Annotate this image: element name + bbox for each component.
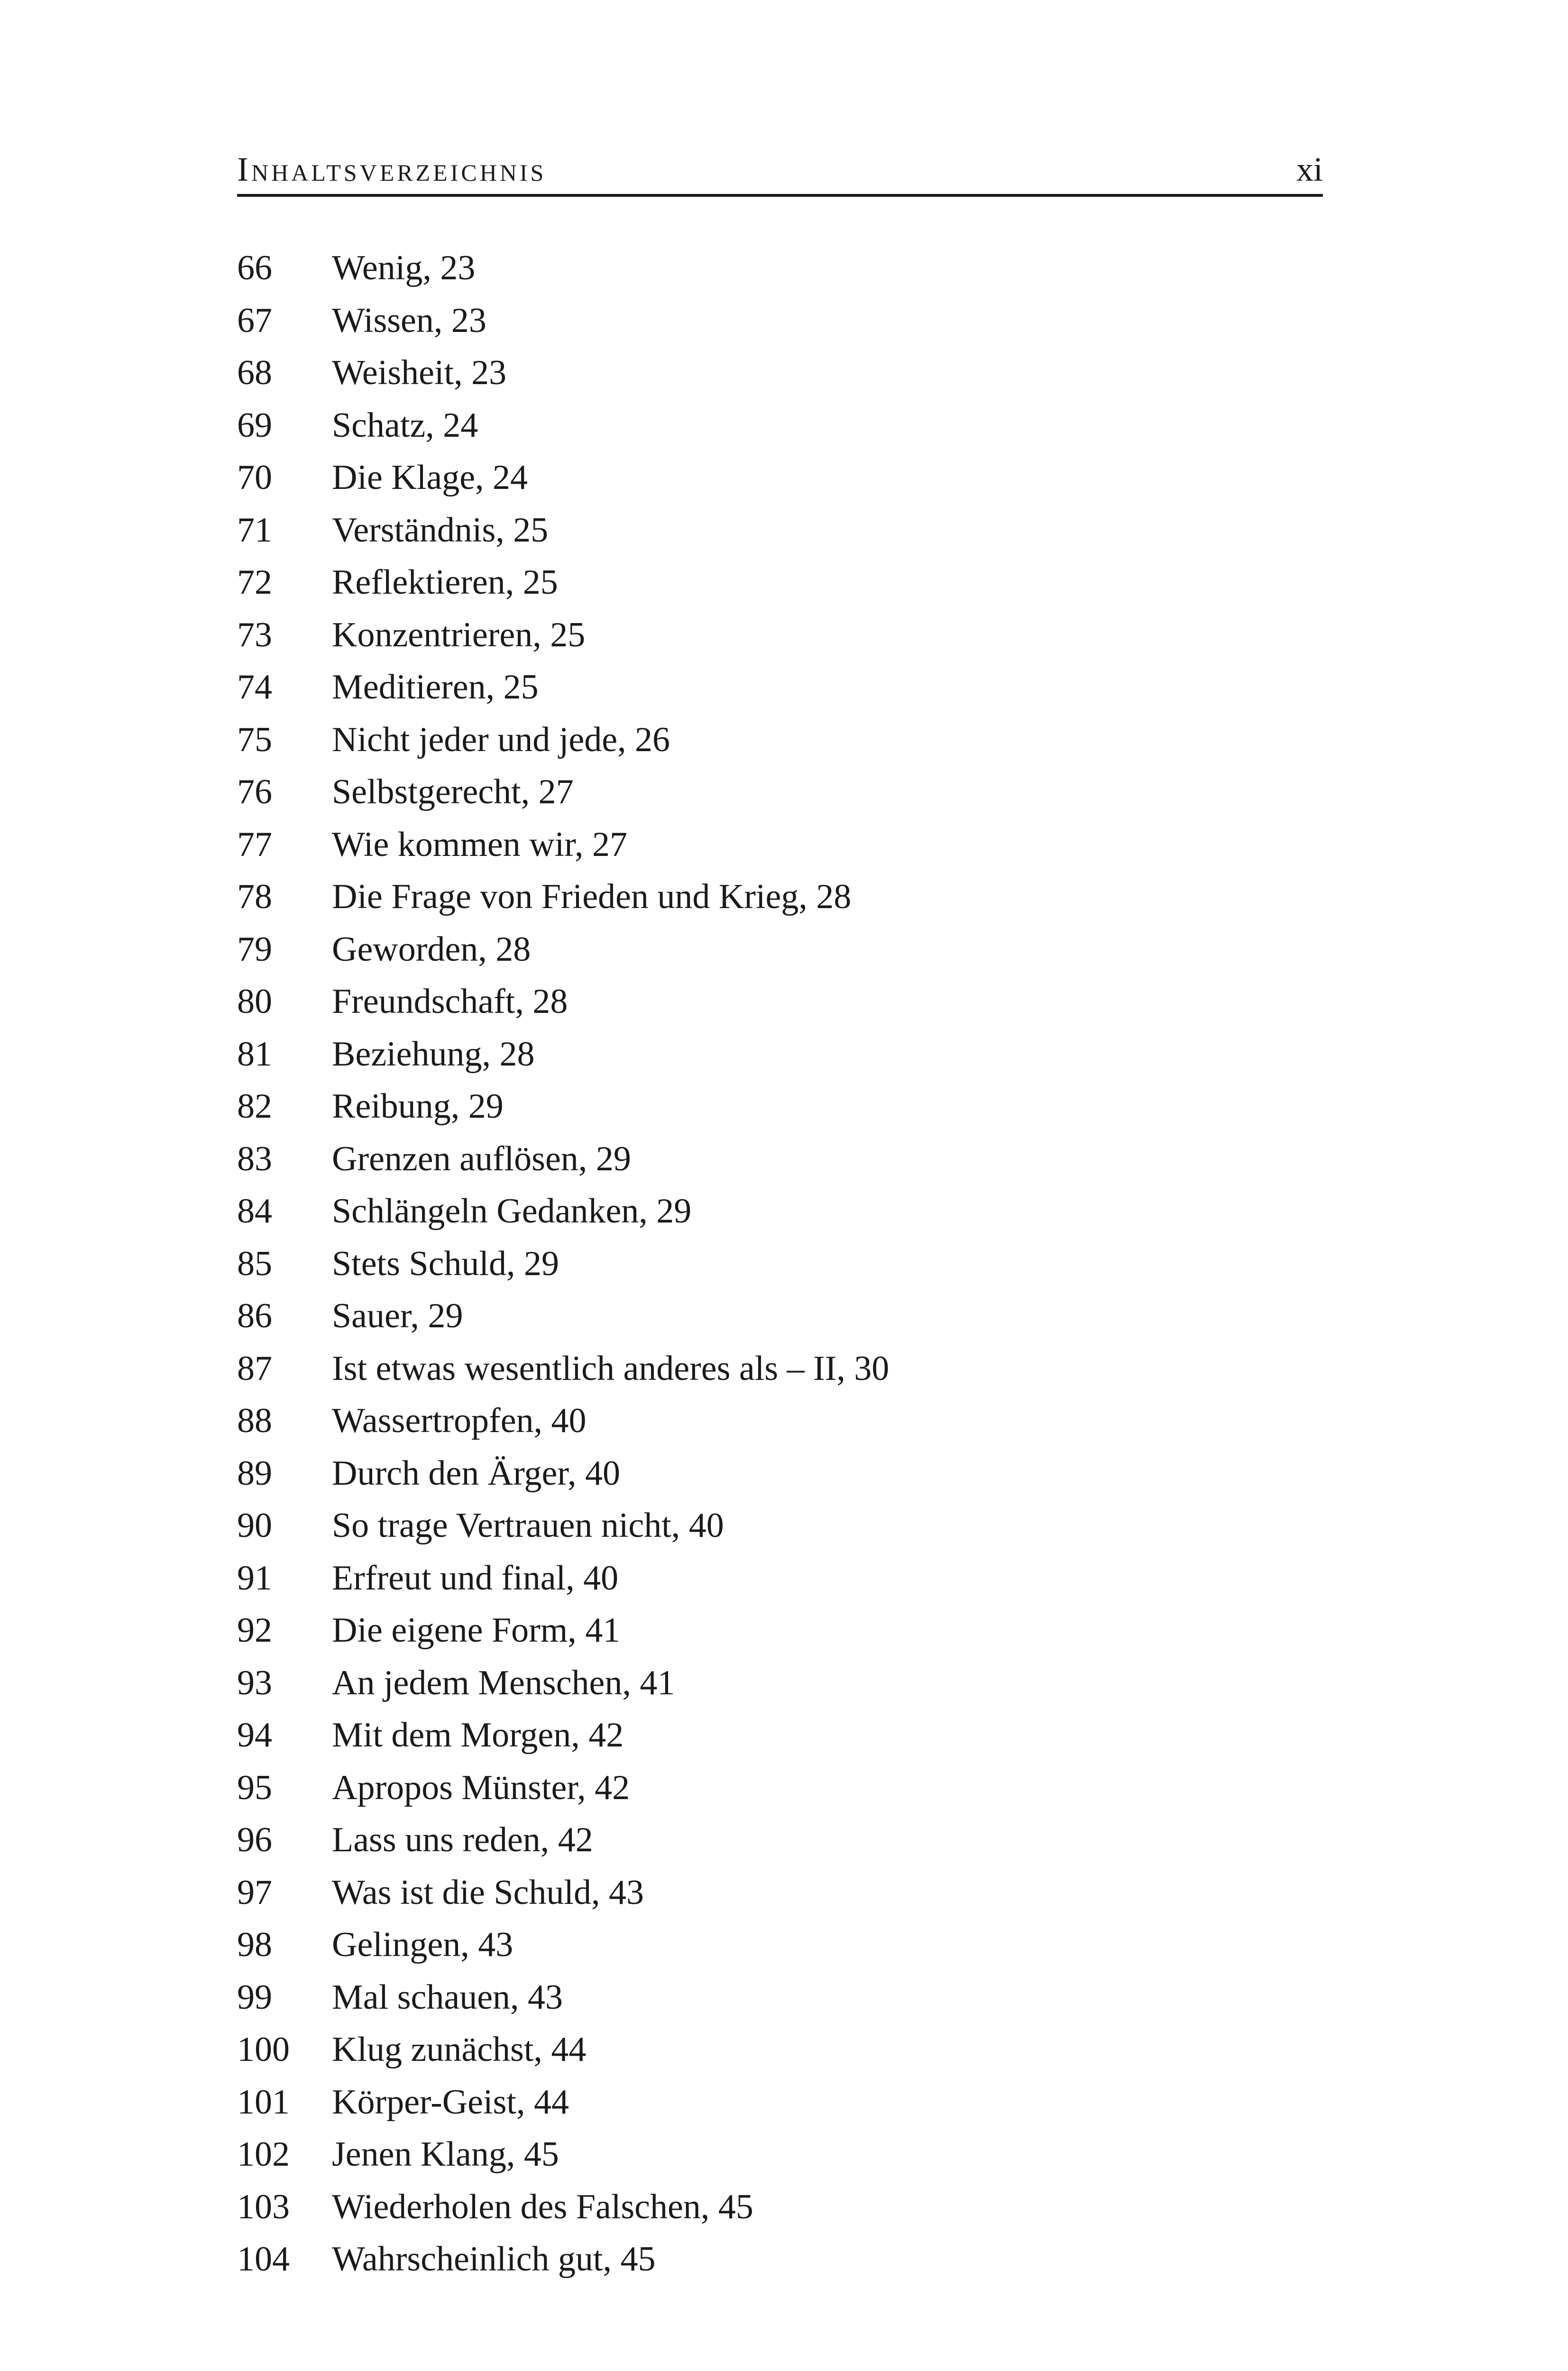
entry-number: 104 <box>237 2240 290 2279</box>
entry-separator: , <box>450 1087 468 1126</box>
entry-title-line <box>332 1238 559 1290</box>
entry-page: 24 <box>443 405 478 445</box>
entry-separator: , <box>475 458 493 497</box>
entry-title-line <box>332 1447 620 1500</box>
entry-number: 81 <box>237 1034 272 1074</box>
toc-entry <box>237 1395 1323 1447</box>
entry-title: Schlängeln Gedanken <box>332 1192 639 1231</box>
entry-separator: , <box>460 1925 478 1964</box>
entry-page: 44 <box>533 2082 569 2122</box>
toc-entry <box>237 1238 1323 1290</box>
entry-title-line <box>332 347 506 399</box>
entry-page: 29 <box>468 1087 504 1126</box>
toc-entry <box>237 1604 1323 1657</box>
entry-number: 94 <box>237 1716 272 1755</box>
entry-separator: , <box>506 2135 524 2174</box>
toc-entry <box>237 1657 1323 1709</box>
entry-title: Wenig <box>332 248 423 287</box>
entry-number: 92 <box>237 1611 272 1650</box>
entry-title-line <box>332 1919 513 1971</box>
toc-entry <box>237 661 1323 714</box>
entry-separator: , <box>591 1873 609 1912</box>
entry-title: Geworden <box>332 929 478 969</box>
toc-entry <box>237 1552 1323 1605</box>
entry-separator: , <box>798 877 816 916</box>
entry-title-line <box>332 1395 587 1447</box>
entry-page: 27 <box>538 772 574 811</box>
entry-title-line <box>332 1866 644 1919</box>
entry-page: 28 <box>495 929 531 969</box>
entry-page: 25 <box>523 563 558 602</box>
entry-page: 43 <box>608 1873 644 1912</box>
entry-page: 25 <box>550 615 586 654</box>
entry-title-line <box>332 1080 504 1133</box>
entry-number: 88 <box>237 1401 272 1440</box>
entry-title: Verständnis <box>332 510 496 550</box>
entry-title-line <box>332 1762 630 1814</box>
entry-page: 25 <box>513 510 549 550</box>
entry-separator: , <box>482 1034 500 1074</box>
toc-entry <box>237 818 1323 871</box>
entry-separator: , <box>603 2240 621 2279</box>
toc-entry <box>237 2233 1323 2286</box>
entry-title: Ist etwas wesentlich anderes als – II <box>332 1349 837 1388</box>
entry-number: 86 <box>237 1296 272 1335</box>
entry-page: 29 <box>523 1244 559 1283</box>
entry-number: 90 <box>237 1506 272 1545</box>
entry-separator: , <box>574 825 592 864</box>
entry-number: 101 <box>237 2082 290 2122</box>
toc-entry <box>237 1290 1323 1342</box>
entry-title-line <box>332 661 539 714</box>
toc-entry <box>237 1342 1323 1395</box>
entry-number: 71 <box>237 510 272 550</box>
toc-entry <box>237 347 1323 399</box>
entry-number: 75 <box>237 720 272 759</box>
entry-title-line <box>332 766 574 818</box>
entry-number: 68 <box>237 353 272 392</box>
entry-title-line <box>332 1552 618 1605</box>
entry-title-line <box>332 1814 593 1866</box>
toc-entry <box>237 2128 1323 2181</box>
table-of-contents <box>237 242 1323 2286</box>
entry-separator: , <box>533 1401 551 1440</box>
entry-page: 29 <box>656 1192 692 1231</box>
entry-page: 40 <box>585 1453 621 1493</box>
entry-page: 26 <box>635 720 670 759</box>
entry-title-line <box>332 294 486 347</box>
toc-entry <box>237 1133 1323 1186</box>
entry-number: 84 <box>237 1192 272 1231</box>
entry-number: 100 <box>237 2030 290 2069</box>
entry-title: Wie kommen wir <box>332 825 575 864</box>
toc-entry <box>237 504 1323 557</box>
entry-page: 43 <box>528 1977 563 2017</box>
entry-title-line <box>332 1133 631 1186</box>
entry-separator: , <box>540 1820 558 1859</box>
toc-entry <box>237 871 1323 923</box>
entry-title: Die Klage <box>332 458 476 497</box>
toc-entry <box>237 1709 1323 1762</box>
entry-title: Die Frage von Frieden und Krieg <box>332 877 799 916</box>
entry-number: 76 <box>237 772 272 811</box>
entry-title: Grenzen auflösen <box>332 1139 578 1178</box>
entry-separator: , <box>836 1349 854 1388</box>
entry-title-line <box>332 504 548 557</box>
entry-title: Beziehung <box>332 1034 482 1074</box>
entry-title: Schatz <box>332 405 426 445</box>
entry-title-line <box>332 1499 724 1552</box>
entry-separator: , <box>571 1716 589 1755</box>
header-title: Inhaltsverzeichnis <box>237 150 547 188</box>
entry-number: 72 <box>237 563 272 602</box>
entry-page: 29 <box>596 1139 631 1178</box>
entry-number: 82 <box>237 1087 272 1126</box>
entry-separator: , <box>422 248 440 287</box>
entry-number: 97 <box>237 1873 272 1912</box>
entry-number: 78 <box>237 877 272 916</box>
entry-separator: , <box>486 668 504 707</box>
entry-title-line <box>332 923 531 976</box>
entry-title: Erfreut und final <box>332 1558 566 1598</box>
entry-page: 41 <box>585 1611 621 1650</box>
entry-title: Nicht jeder und jede <box>332 720 618 759</box>
toc-entry <box>237 1919 1323 1971</box>
entry-title: An jedem Menschen <box>332 1663 623 1702</box>
entry-number: 93 <box>237 1663 272 1702</box>
entry-separator: , <box>505 563 523 602</box>
entry-title: Wassertropfen <box>332 1401 534 1440</box>
entry-title: Was ist die Schuld <box>332 1873 591 1912</box>
entry-title: Mit dem Morgen <box>332 1716 571 1755</box>
toc-entry <box>237 1447 1323 1500</box>
entry-separator: , <box>577 1768 595 1807</box>
entry-title-line <box>332 2181 753 2233</box>
entry-separator: , <box>495 510 513 550</box>
entry-separator: , <box>578 1139 596 1178</box>
toc-entry <box>237 1499 1323 1552</box>
entry-title-line <box>332 975 568 1028</box>
toc-entry <box>237 975 1323 1028</box>
entry-page: 40 <box>688 1506 724 1545</box>
entry-title-line <box>332 1604 620 1657</box>
entry-page: 45 <box>718 2187 753 2226</box>
toc-entry <box>237 1185 1323 1238</box>
entry-title: Reflektieren <box>332 563 505 602</box>
entry-title: Apropos Münster <box>332 1768 578 1807</box>
toc-entry <box>237 1762 1323 1814</box>
entry-page: 28 <box>816 877 852 916</box>
entry-separator: , <box>617 720 635 759</box>
entry-separator: , <box>506 1244 524 1283</box>
entry-title: Die eigene Form <box>332 1611 568 1650</box>
entry-separator: , <box>510 1977 528 2017</box>
entry-number: 103 <box>237 2187 290 2226</box>
entry-separator: , <box>515 982 533 1021</box>
entry-page: 29 <box>428 1296 463 1335</box>
toc-entry <box>237 399 1323 452</box>
entry-separator: , <box>478 929 496 969</box>
entry-number: 66 <box>237 248 272 287</box>
entry-number: 99 <box>237 1977 272 2017</box>
entry-separator: , <box>639 1192 657 1231</box>
entry-separator: , <box>568 1453 586 1493</box>
entry-title: So trage Vertrauen nicht <box>332 1506 671 1545</box>
entry-title-line <box>332 609 585 662</box>
entry-separator: , <box>568 1611 586 1650</box>
entry-page: 40 <box>551 1401 587 1440</box>
running-header <box>237 142 1323 197</box>
entry-separator: , <box>521 772 539 811</box>
entry-title-line <box>332 451 528 504</box>
entry-page: 42 <box>588 1716 624 1755</box>
header-page-number: xi <box>1296 150 1323 188</box>
entry-page: 28 <box>499 1034 535 1074</box>
toc-entry <box>237 1971 1323 2024</box>
entry-page: 23 <box>471 353 507 392</box>
entry-title-line <box>332 714 670 766</box>
entry-title: Selbstgerecht <box>332 772 521 811</box>
entry-page: 41 <box>640 1663 675 1702</box>
entry-page: 43 <box>478 1925 513 1964</box>
entry-page: 45 <box>523 2135 559 2174</box>
toc-entry <box>237 1080 1323 1133</box>
entry-number: 79 <box>237 929 272 969</box>
entry-title: Gelingen <box>332 1925 461 1964</box>
entry-number: 85 <box>237 1244 272 1283</box>
entry-title-line <box>332 871 851 923</box>
entry-title-line <box>332 1185 691 1238</box>
entry-number: 80 <box>237 982 272 1021</box>
toc-entry <box>237 714 1323 766</box>
entry-separator: , <box>700 2187 718 2226</box>
toc-entry <box>237 1866 1323 1919</box>
entry-number: 89 <box>237 1453 272 1493</box>
entry-title: Meditieren <box>332 668 486 707</box>
entry-page: 40 <box>583 1558 619 1598</box>
entry-page: 42 <box>558 1820 593 1859</box>
entry-title-line <box>332 242 475 294</box>
entry-title: Jenen Klang <box>332 2135 506 2174</box>
entry-page: 25 <box>503 668 539 707</box>
entry-page: 42 <box>595 1768 630 1807</box>
toc-entry <box>237 294 1323 347</box>
entry-number: 98 <box>237 1925 272 1964</box>
entry-title-line <box>332 2076 569 2129</box>
entry-title: Wiederholen des Falschen <box>332 2187 701 2226</box>
entry-title: Wahrscheinlich gut <box>332 2240 603 2279</box>
toc-entry <box>237 1028 1323 1081</box>
entry-page: 45 <box>620 2240 656 2279</box>
entry-title: Wissen <box>332 301 434 340</box>
entry-separator: , <box>454 353 472 392</box>
toc-entry <box>237 2076 1323 2129</box>
entry-separator: , <box>516 2082 534 2122</box>
entry-title: Weisheit <box>332 353 454 392</box>
toc-entry <box>237 556 1323 609</box>
entry-title-line <box>332 1709 624 1762</box>
entry-number: 102 <box>237 2135 290 2174</box>
entry-number: 77 <box>237 825 272 864</box>
toc-entry <box>237 451 1323 504</box>
entry-title-line <box>332 1342 889 1395</box>
toc-entry <box>237 609 1323 662</box>
entry-page: 30 <box>854 1349 889 1388</box>
entry-separator: , <box>533 2030 551 2069</box>
entry-title: Freundschaft <box>332 982 515 1021</box>
entry-number: 95 <box>237 1768 272 1807</box>
entry-title: Konzentrieren <box>332 615 533 654</box>
entry-number: 74 <box>237 668 272 707</box>
entry-number: 91 <box>237 1558 272 1598</box>
entry-separator: , <box>425 405 443 445</box>
entry-page: 24 <box>493 458 528 497</box>
toc-entry <box>237 923 1323 976</box>
entry-title-line <box>332 2233 655 2286</box>
entry-title: Körper-Geist <box>332 2082 516 2122</box>
toc-entry <box>237 2181 1323 2233</box>
toc-entry <box>237 766 1323 818</box>
entry-title: Stets Schuld <box>332 1244 506 1283</box>
entry-title-line <box>332 2128 559 2181</box>
entry-separator: , <box>410 1296 428 1335</box>
entry-title-line <box>332 1657 675 1709</box>
entry-title-line <box>332 818 627 871</box>
entry-separator: , <box>532 615 550 654</box>
entry-page: 27 <box>592 825 627 864</box>
entry-number: 87 <box>237 1349 272 1388</box>
entry-title-line <box>332 556 558 609</box>
entry-title-line <box>332 1290 463 1342</box>
entry-title-line <box>332 1028 534 1081</box>
entry-number: 69 <box>237 405 272 445</box>
entry-title: Lass uns reden <box>332 1820 541 1859</box>
toc-entry <box>237 2023 1323 2076</box>
entry-title: Durch den Ärger <box>332 1453 568 1493</box>
entry-page: 44 <box>551 2030 587 2069</box>
entry-number: 96 <box>237 1820 272 1859</box>
entry-separator: , <box>622 1663 640 1702</box>
entry-separator: , <box>671 1506 689 1545</box>
entry-separator: , <box>433 301 451 340</box>
entry-number: 83 <box>237 1139 272 1178</box>
entry-title-line <box>332 2023 586 2076</box>
entry-title: Klug zunächst <box>332 2030 534 2069</box>
entry-title: Sauer <box>332 1296 411 1335</box>
entry-title-line <box>332 1971 563 2024</box>
entry-page: 23 <box>440 248 476 287</box>
entry-page: 23 <box>451 301 486 340</box>
toc-entry <box>237 1814 1323 1866</box>
entry-page: 28 <box>532 982 568 1021</box>
entry-title-line <box>332 399 478 452</box>
entry-title: Reibung <box>332 1087 451 1126</box>
entry-number: 73 <box>237 615 272 654</box>
entry-separator: , <box>566 1558 584 1598</box>
toc-entry <box>237 242 1323 294</box>
entry-number: 70 <box>237 458 272 497</box>
entry-title: Mal schauen <box>332 1977 511 2017</box>
entry-number: 67 <box>237 301 272 340</box>
